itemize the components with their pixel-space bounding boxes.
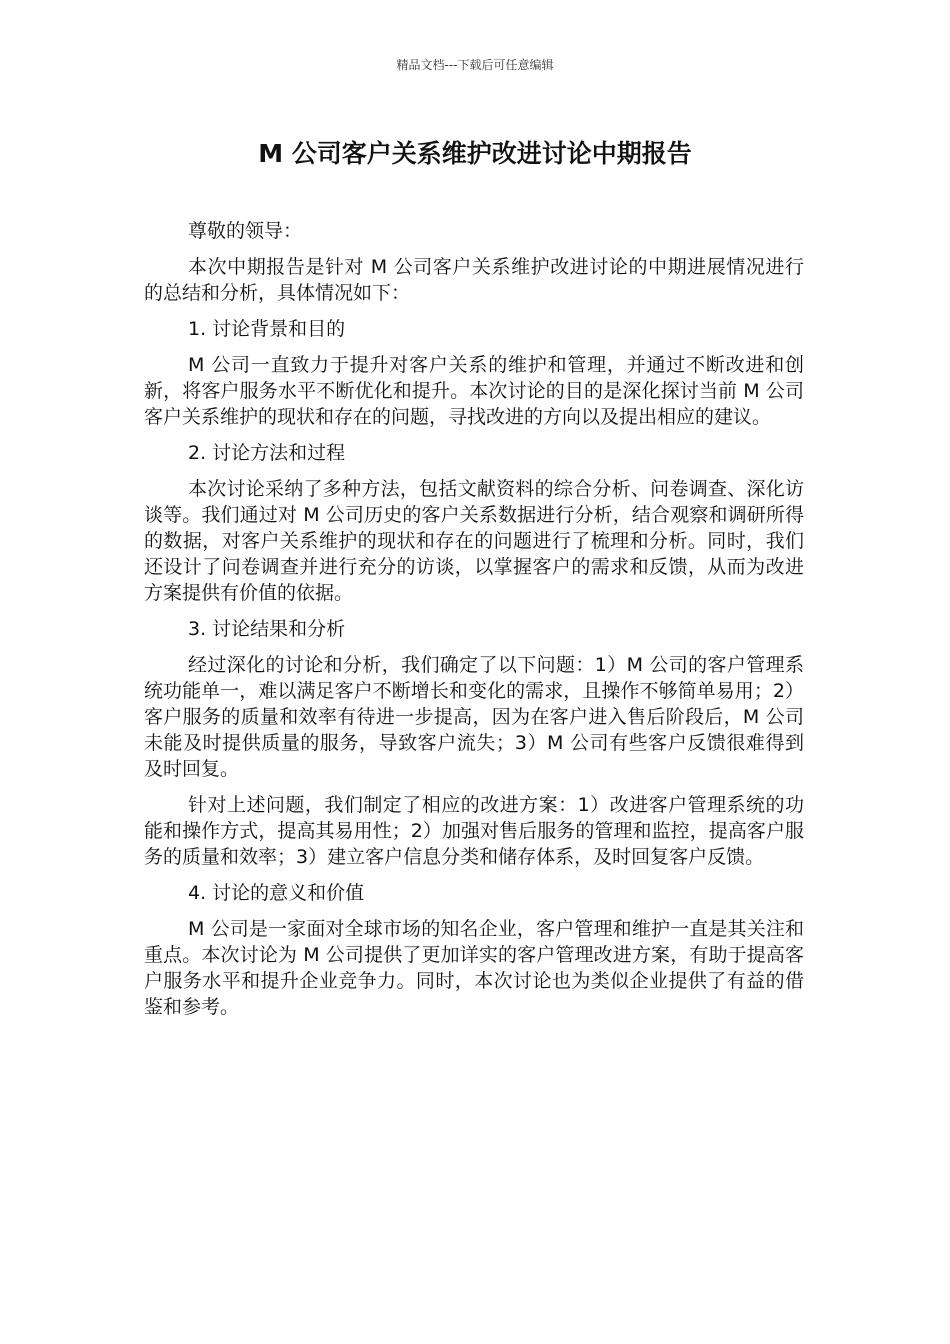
section-heading-method: 2. 讨论方法和过程 bbox=[188, 442, 346, 464]
salutation: 尊敬的领导： bbox=[188, 220, 303, 242]
intro-paragraph: 本次中期报告是针对 M 公司客户关系维护改进讨论的中期进展情况进行的总结和分析，具体情况如下： bbox=[144, 256, 804, 304]
page-header: 精品文档---下载后可任意编辑 bbox=[396, 58, 554, 72]
document-title: M 公司客户关系维护改进讨论中期报告 bbox=[258, 139, 692, 168]
section-paragraph-significance: M 公司是一家面对全球市场的知名企业，客户管理和维护一直是其关注和重点。本次讨论为 M 公司提供了更加详实的客户管理改进方案，有助于提高客户服务水平和提升企业竞争力。同时，本次讨论也为类似企业提供了有益的借鉴和参考。 bbox=[144, 918, 804, 1018]
section-heading-background: 1. 讨论背景和目的 bbox=[188, 318, 346, 340]
section-paragraph-method: 本次讨论采纳了多种方法，包括文献资料的综合分析、问卷调查、深化访谈等。我们通过对 M 公司历史的客户关系数据进行分析，结合观察和调研所得的数据，对客户关系维护的现状和存在的问题进行了梳理和分析。同时，我们还设计了问卷调查并进行充分的访谈，以掌握客户的需求和反馈，从而为改进方案提供有价值的依据。 bbox=[144, 478, 804, 604]
section-paragraph-results-problems: 经过深化的讨论和分析，我们确定了以下问题：1）M 公司的客户管理系统功能单一，难以满足客户不断增长和变化的需求，且操作不够简单易用；2）客户服务的质量和效率有待进一步提高，因为在客户进入售后阶段后，M 公司未能及时提供质量的服务，导致客户流失；3）M 公司有些客户反馈很难得到及时回复。 bbox=[144, 654, 804, 780]
section-heading-results: 3. 讨论结果和分析 bbox=[188, 618, 346, 640]
section-heading-significance: 4. 讨论的意义和价值 bbox=[188, 882, 365, 904]
document-body bbox=[144, 218, 804, 1030]
section-paragraph-background: M 公司一直致力于提升对客户关系的维护和管理，并通过不断改进和创新，将客户服务水平不断优化和提升。本次讨论的目的是深化探讨当前 M 公司客户关系维护的现状和存在的问题，寻找改进的方向以及提出相应的建议。 bbox=[144, 354, 804, 428]
section-paragraph-results-solutions: 针对上述问题，我们制定了相应的改进方案：1）改进客户管理系统的功能和操作方式，提高其易用性；2）加强对售后服务的管理和监控，提高客户服务的质量和效率；3）建立客户信息分类和储存体系，及时回复客户反馈。 bbox=[144, 794, 804, 868]
